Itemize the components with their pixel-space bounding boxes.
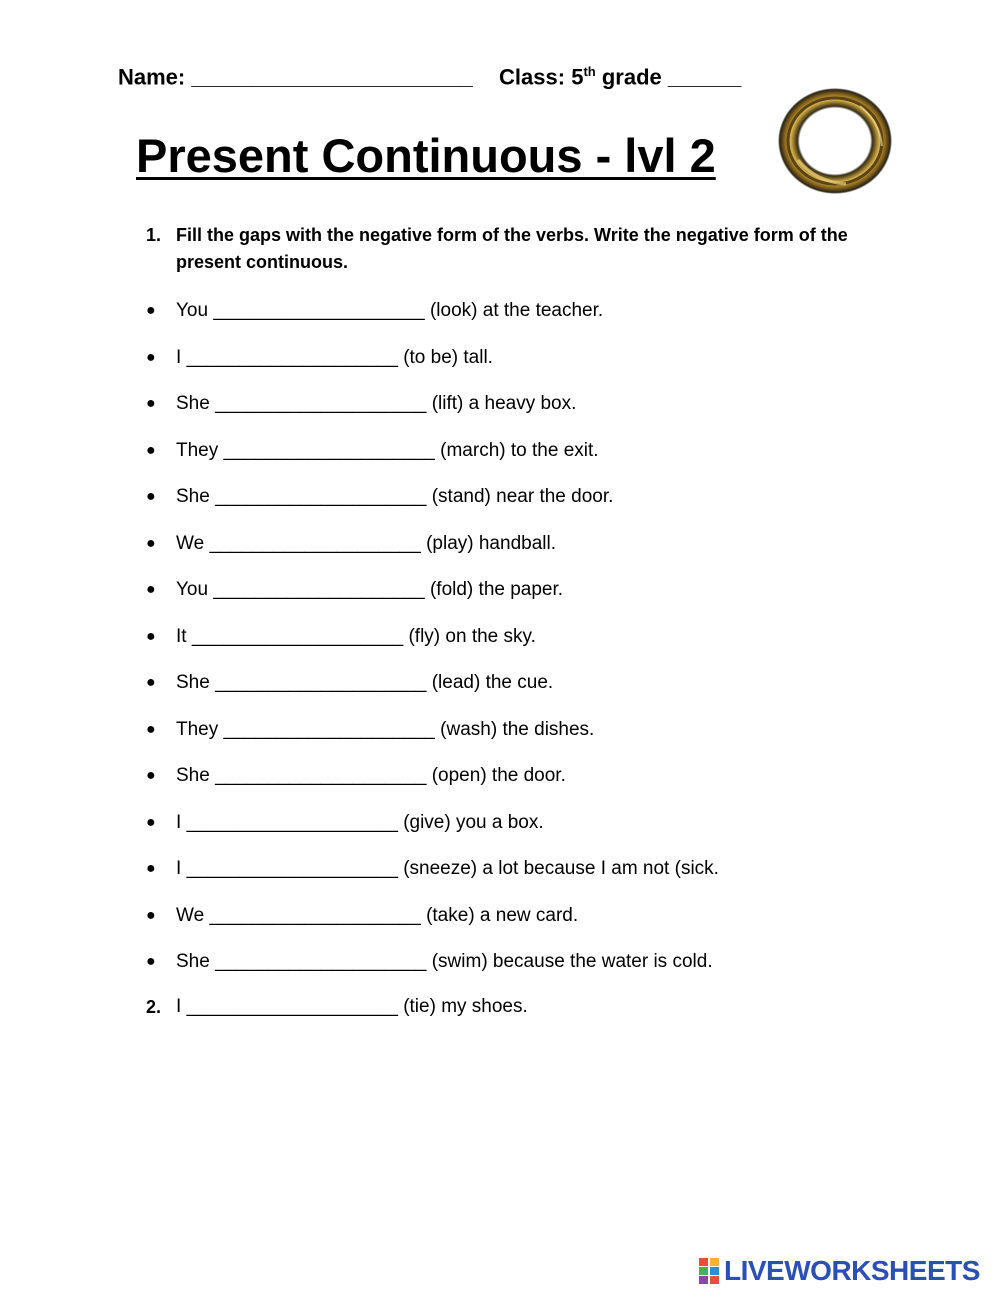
item-rest: (wash) the dishes. (440, 719, 595, 740)
item-subject: We (176, 905, 205, 926)
item-blank[interactable]: ____________________ (215, 765, 427, 786)
instruction-1 (146, 222, 886, 276)
item-subject: I (176, 347, 182, 368)
item-subject: We (176, 533, 205, 554)
bullet-icon: ● (146, 395, 156, 412)
item-blank[interactable]: ____________________ (215, 672, 427, 693)
item-subject: She (176, 765, 210, 786)
item-rest: (give) you a box. (403, 812, 544, 833)
liveworksheets-logo (698, 1254, 980, 1288)
item-blank[interactable]: ____________________ (186, 347, 398, 368)
item-blank[interactable]: ____________________ (209, 533, 421, 554)
item-subject: I (176, 996, 182, 1017)
golden-ring-image (776, 86, 894, 196)
header-line (118, 64, 741, 90)
item-rest: (tie) my shoes. (403, 996, 528, 1017)
bullet-icon: ● (146, 488, 156, 505)
bullet-icon: ● (146, 302, 156, 319)
item-blank[interactable]: ____________________ (223, 440, 435, 461)
bullet-icon: ● (146, 907, 156, 924)
item-subject: They (176, 719, 219, 740)
bullet-icon: ● (146, 349, 156, 366)
item-subject: I (176, 858, 182, 879)
instruction-text: Fill the gaps with the negative form of the verbs. Write the negative form of the present continuous. (176, 225, 848, 272)
item-rest: (lead) the cue. (431, 672, 554, 693)
item-rest: (sneeze) a lot because I am not (sick. (403, 858, 719, 879)
item-subject: She (176, 393, 210, 414)
item-rest: (march) to the exit. (440, 440, 599, 461)
item-rest: (to be) tall. (403, 347, 493, 368)
item-rest: (swim) because the water is cold. (431, 951, 713, 972)
item-rest: (take) a new card. (426, 905, 579, 926)
item-blank[interactable]: ____________________ (186, 858, 398, 879)
class-grade: grade (601, 64, 662, 90)
item-blank[interactable]: ____________________ (186, 996, 398, 1017)
item-blank[interactable]: ____________________ (215, 393, 427, 414)
bullet-icon: ● (146, 581, 156, 598)
item-blank[interactable]: ____________________ (215, 951, 427, 972)
item-blank[interactable]: ____________________ (191, 626, 404, 647)
item-blank[interactable]: ____________________ (209, 905, 421, 926)
item-subject: It (176, 626, 187, 647)
bullet-icon: ● (146, 674, 156, 691)
class-label: Class: 5 (499, 64, 584, 90)
item-subject: You (176, 300, 209, 321)
liveworksheets-wordmark: LIVEWORKSHEETS (724, 1255, 980, 1286)
item-blank[interactable]: ____________________ (223, 719, 435, 740)
bullet-icon: ● (146, 953, 156, 970)
item-blank[interactable]: ____________________ (213, 579, 425, 600)
item-rest: (play) handball. (426, 533, 556, 554)
item-rest: (fold) the paper. (429, 579, 564, 600)
item-subject: They (176, 440, 219, 461)
item-subject: She (176, 486, 210, 507)
bullet-icon: ● (146, 442, 156, 459)
item-rest: (lift) a heavy box. (431, 393, 577, 414)
bullet-icon: ● (146, 860, 156, 877)
item-blank[interactable]: ____________________ (215, 486, 427, 507)
name-blank[interactable]: _______________________ (191, 64, 473, 90)
item-number: 2. (146, 997, 162, 1017)
item-rest: (stand) near the door. (431, 486, 614, 507)
item-subject: I (176, 812, 182, 833)
bullet-icon: ● (146, 535, 156, 552)
item-blank[interactable]: ____________________ (213, 300, 425, 321)
item-blank[interactable]: ____________________ (186, 812, 398, 833)
liveworksheets-logo-icon (698, 1257, 720, 1285)
item-subject: She (176, 672, 210, 693)
bullet-icon: ● (146, 767, 156, 784)
item-rest: (open) the door. (431, 765, 566, 786)
bullet-icon: ● (146, 814, 156, 831)
item-subject: She (176, 951, 210, 972)
item-rest: (look) at the teacher. (429, 300, 604, 321)
class-blank[interactable]: ______ (667, 64, 742, 90)
page-title: Present Continuous - lvl 2 (136, 129, 716, 182)
class-superscript: th (583, 64, 596, 79)
instruction-number: 1. (146, 225, 162, 245)
item-subject: You (176, 579, 209, 600)
bullet-icon: ● (146, 721, 156, 738)
bullet-icon: ● (146, 628, 156, 645)
name-label: Name: (118, 64, 186, 90)
item-rest: (fly) on the sky. (408, 626, 536, 647)
